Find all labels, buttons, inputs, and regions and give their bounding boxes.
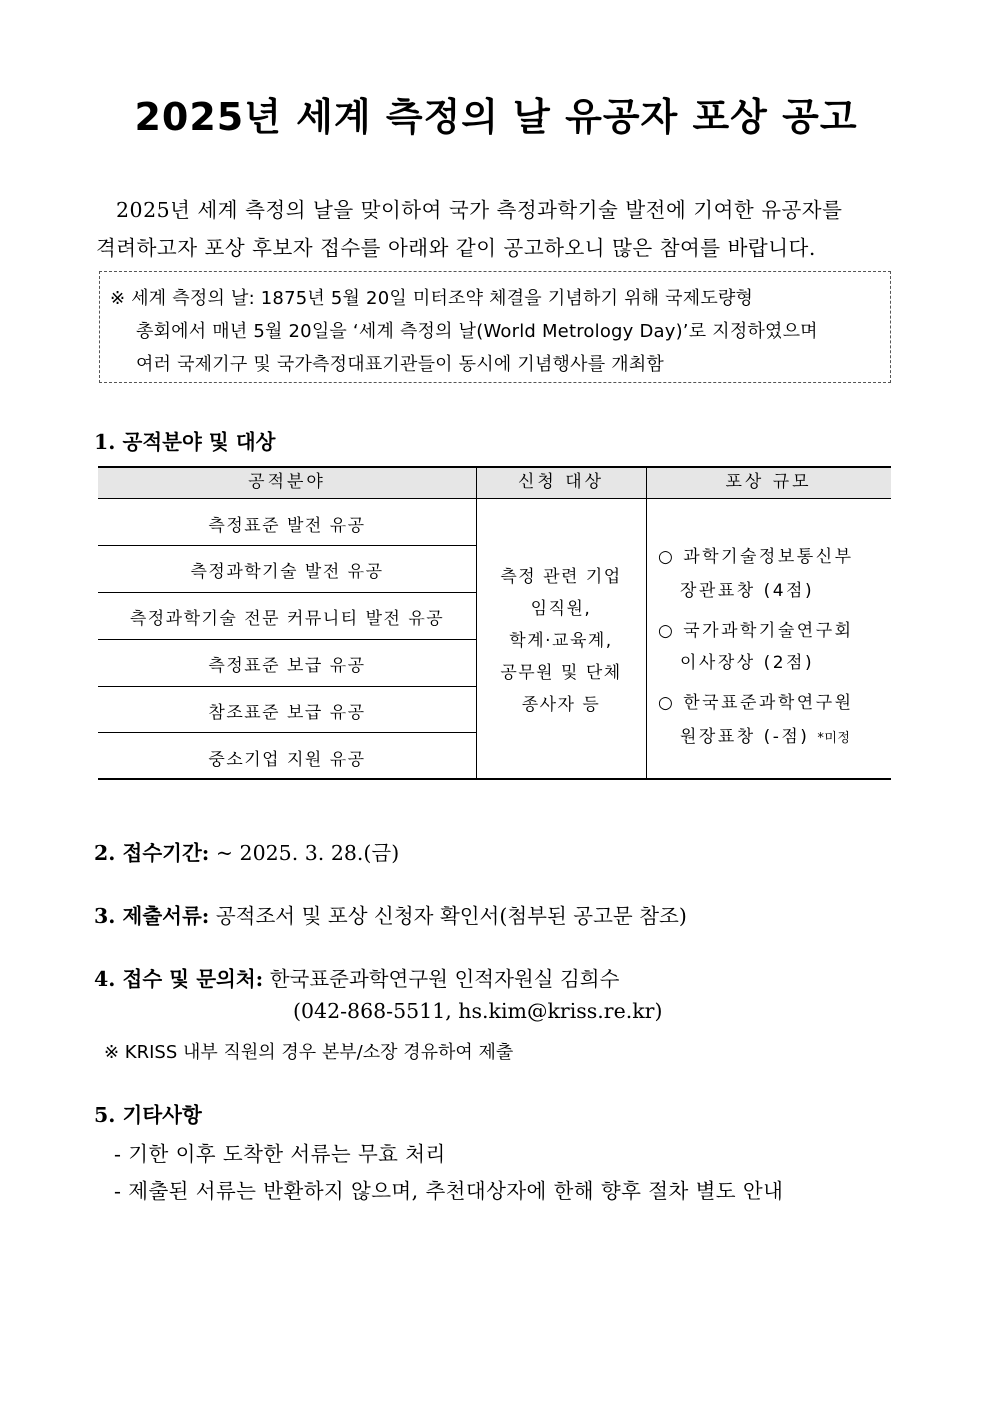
award-2-line-2: 이사장상 (2점)	[680, 653, 815, 673]
table-top-border	[98, 466, 891, 468]
target-line: 학계·교육계,	[509, 631, 613, 651]
section-3	[94, 899, 687, 929]
award-3-line-1: ○ 한국표준과학연구원	[658, 693, 854, 713]
note-line-1: ※ 세계 측정의 날: 1875년 5월 20일 미터조약 체결을 기념하기 위해 국제도량형	[110, 288, 754, 309]
award-table	[98, 466, 891, 779]
row-divider	[98, 686, 476, 687]
header-target: 신청 대상	[517, 472, 605, 492]
page-title: 2025년 세계 측정의 날 유공자 포상 공고	[134, 95, 858, 139]
metrology-day-note-box	[99, 271, 891, 383]
row-divider	[98, 639, 476, 640]
table-row-field: 측정과학기술 발전 유공	[190, 562, 384, 582]
row-divider	[98, 592, 476, 593]
table-row-field: 측정표준 발전 유공	[208, 516, 366, 536]
section-5-item: - 제출된 서류는 반환하지 않으며, 추천대상자에 한해 향후 절차 별도 안내	[114, 1179, 784, 1203]
target-line: 종사자 등	[521, 695, 601, 715]
award-3-text: 원장표창 (-점)	[680, 727, 810, 747]
intro-line-2: 격려하고자 포상 후보자 접수를 아래와 같이 공고하오니 많은 참여를 바랍니다.	[96, 236, 816, 260]
section-2	[94, 836, 399, 866]
section-3-value: 공적조서 및 포상 신청자 확인서(첨부된 공고문 참조)	[215, 904, 687, 928]
header-award: 포상 규모	[725, 472, 812, 492]
award-3-line-2	[680, 722, 850, 747]
header-field: 공적분야	[248, 472, 326, 492]
table-col-divider-2	[646, 466, 647, 779]
intro-line-1: 2025년 세계 측정의 날을 맞이하여 국가 측정과학기술 발전에 기여한 유공자를	[116, 198, 843, 222]
table-header-border	[98, 498, 891, 499]
section-4-value: 한국표준과학연구원 인적자원실 김희수	[269, 967, 620, 991]
note-line-3: 여러 국제기구 및 국가측정대표기관들이 동시에 기념행사를 개최함	[136, 354, 664, 375]
target-line: 공무원 및 단체	[500, 663, 622, 683]
target-cell	[476, 561, 646, 721]
award-2-line-1: ○ 국가과학기술연구회	[658, 621, 854, 641]
section-5-heading: 5. 기타사항	[94, 1103, 202, 1127]
table-row-field: 측정표준 보급 유공	[208, 656, 366, 676]
section-4-note: ※ KRISS 내부 직원의 경우 본부/소장 경유하여 제출	[104, 1042, 514, 1063]
award-1-line-2: 장관표창 (4점)	[680, 581, 815, 601]
row-divider	[98, 732, 476, 733]
section-4-contact: (042-868-5511, hs.kim@kriss.re.kr)	[293, 999, 663, 1023]
target-line: 임직원,	[530, 599, 592, 619]
table-row-field: 참조표준 보급 유공	[208, 703, 366, 723]
award-1-line-1: ○ 과학기술정보통신부	[658, 547, 854, 567]
section-2-value: ~ 2025. 3. 28.(금)	[215, 841, 400, 865]
section-1-heading: 1. 공적분야 및 대상	[94, 430, 276, 454]
table-row-field: 측정과학기술 전문 커뮤니티 발전 유공	[129, 609, 445, 629]
row-divider	[98, 545, 476, 546]
section-4-label: 4. 접수 및 문의처:	[94, 967, 264, 991]
note-line-2: 총회에서 매년 5월 20일을 ‘세계 측정의 날(World Metrology Day)’로 지정하였으며	[136, 321, 818, 342]
table-bottom-border	[98, 778, 891, 780]
section-4	[94, 962, 619, 992]
section-5-item: - 기한 이후 도착한 서류는 무효 처리	[114, 1142, 446, 1166]
section-3-label: 3. 제출서류:	[94, 904, 210, 928]
award-3-note: *미정	[817, 731, 851, 746]
table-row-field: 중소기업 지원 유공	[208, 750, 366, 770]
target-line: 측정 관련 기업	[500, 567, 622, 587]
section-2-label: 2. 접수기간:	[94, 841, 210, 865]
